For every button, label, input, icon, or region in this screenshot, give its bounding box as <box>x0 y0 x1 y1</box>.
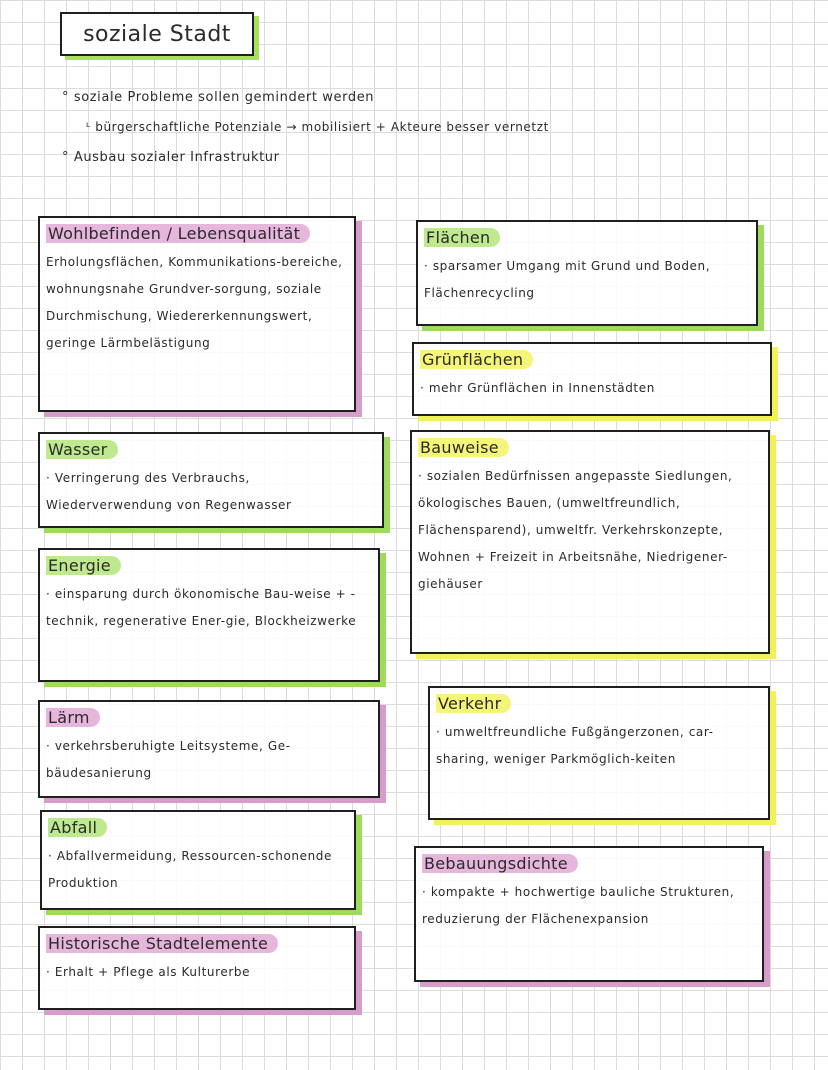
box-gruenflaechen-text: · mehr Grünflächen in Innenstädten <box>420 381 655 395</box>
box-wasser-text: · Verringerung des Verbrauchs, Wiederverwendung von Regenwasser <box>46 471 292 512</box>
box-historische-title: Historische Stadtelemente <box>46 934 278 953</box>
box-wohlbefinden-title: Wohlbefinden / Lebensqualität <box>46 224 310 243</box>
box-bauweise-title: Bauweise <box>418 438 509 457</box>
box-wohlbefinden <box>38 216 356 412</box>
box-historische <box>38 926 356 1010</box>
box-abfall-text: · Abfallvermeidung, Ressourcen-schonende Produktion <box>48 849 332 890</box>
box-laerm-text: · verkehrsberuhigte Leitsysteme, Ge-bäudesanierung <box>46 739 291 780</box>
box-historische-text: · Erhalt + Pflege als Kulturerbe <box>46 965 251 979</box>
box-flaechen-title: Flächen <box>424 228 500 247</box>
box-flaechen-text: · sparsamer Umgang mit Grund und Boden, Flächenrecycling <box>424 259 711 300</box>
box-flaechen <box>416 220 758 326</box>
box-bebauungsdichte-text: · kompakte + hochwertige bauliche Strukturen, reduzierung der Flächenexpansion <box>422 885 735 926</box>
box-gruenflaechen <box>412 342 772 416</box>
box-abfall <box>40 810 356 910</box>
box-gruenflaechen-title: Grünflächen <box>420 350 533 369</box>
intro-line-2: ᴸ bürgerschaftliche Potenziale → mobilisiert + Akteure besser vernetzt <box>86 120 549 134</box>
box-verkehr-text: · umweltfreundliche Fußgängerzonen, car-sharing, weniger Parkmöglich-keiten <box>436 725 714 766</box>
box-energie-title: Energie <box>46 556 121 575</box>
box-wasser <box>38 432 384 528</box>
page-title-box <box>60 12 254 56</box>
box-verkehr <box>428 686 770 820</box>
box-energie-text: · einsparung durch ökonomische Bau-weise + -technik, regenerative Ener-gie, Blockheizwerke <box>46 587 357 628</box>
box-bauweise-text: · sozialen Bedürfnissen angepasste Siedlungen, ökologisches Bauen, (umweltfreundlich, Flächensparend), umweltfr. Verkehrskonzepte, Wohnen + Freizeit in Arbeitsnähe, Niedrigener-giehäuser <box>418 469 733 591</box>
box-bauweise <box>410 430 770 654</box>
box-bebauungsdichte <box>414 846 764 982</box>
box-abfall-title: Abfall <box>48 818 107 837</box>
box-bebauungsdichte-title: Bebauungsdichte <box>422 854 578 873</box>
box-verkehr-title: Verkehr <box>436 694 511 713</box>
intro-line-3: ° Ausbau sozialer Infrastruktur <box>62 150 280 165</box>
box-wohlbefinden-text: Erholungsflächen, Kommunikations-bereiche, wohnungsnahe Grundver-sorgung, soziale Durchmischung, Wiedererkennungswert, geringe Lärmbelästigung <box>46 255 343 350</box>
box-laerm <box>38 700 380 798</box>
box-energie <box>38 548 380 682</box>
box-laerm-title: Lärm <box>46 708 100 727</box>
box-wasser-title: Wasser <box>46 440 118 459</box>
intro-line-1: ° soziale Probleme sollen gemindert werden <box>62 90 375 105</box>
page-title: soziale Stadt <box>83 21 231 47</box>
